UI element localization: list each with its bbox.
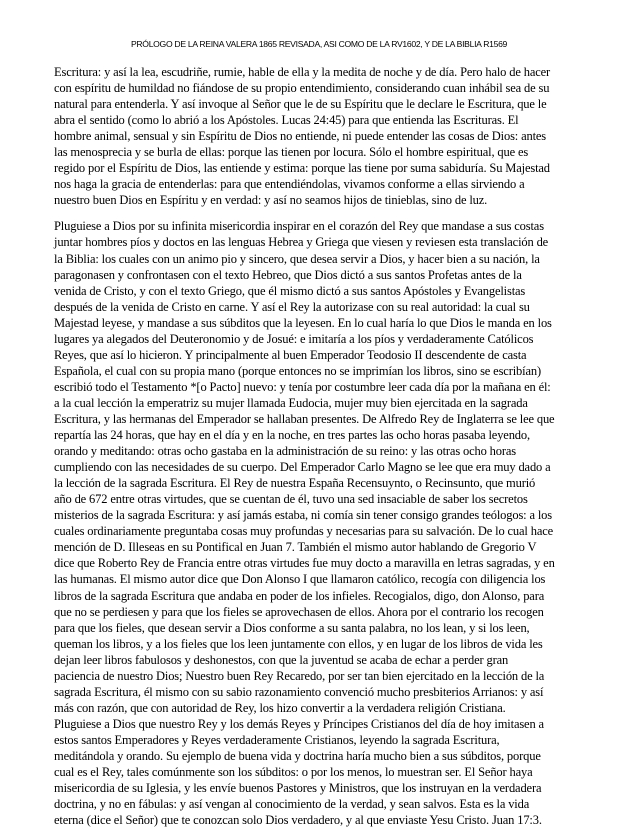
text-line: lugares ya alegados del Deuteronomio y de Josué: e imitaría a los píos y verdaderamente Católicos — [54, 331, 534, 346]
text-line: mención de D. Illeseas en su Pontifical en Juan 7. También el mismo autor hablando de Gregorio V — [54, 540, 537, 555]
running-header: PRÓLOGO DE LA REINA VALERA 1865 REVISADA, ASI COMO DE LA RV1602, Y DE LA BIBLIA R1569 — [130, 39, 508, 49]
text-line: la lección de la sagrada Escritura. El Rey de nuestra España Recensuynto, o Recinsunto, que murió — [54, 476, 536, 491]
paragraph-1 — [54, 64, 590, 208]
text-line: Escritura, y las hermanas del Emperador se hallaban presentes. De Alfredo Rey de Inglaterra se lee que — [54, 411, 555, 426]
text-line: eterna (dice el Señor) que te conozcan solo Dios verdadero, y al que enviaste Yesu Cristo. Juan 17:3. — [54, 813, 542, 828]
text-line: escribió todo el Testamento *[o Pacto] nuevo: y tenía por costumbre leer cada día por la mañana en él: — [54, 379, 551, 394]
text-line: libros de la sagrada Escritura que andaba en poder de los infieles. Recogialos, digo, don Alonso, para — [54, 588, 545, 603]
text-line: doctrina, y no en fábulas: y así vengan al conocimiento de la verdad, y sean salvos. Esta es la vida — [54, 797, 530, 812]
text-line: las menosprecia y se burla de ellas: porque las tienen por locura. Sólo el hombre espiritual, que es — [54, 145, 529, 160]
text-line: orando y meditando: otras ocho gastaba en la administración de su reino: y las otras ocho horas — [54, 444, 517, 459]
text-line: a la cual lección la emperatriz su mujer llamada Eudocia, mujer muy bien ejercitada en la sagrada — [54, 395, 528, 410]
text-line: cual es el Rey, tales comúnmente son los súbditos: o por los menos, lo muestran ser. El Señor haya — [54, 765, 533, 780]
paragraph-2 — [54, 218, 590, 715]
paragraph-3 — [54, 716, 590, 828]
text-line: venida de Cristo, y con el texto Griego, que él mismo dictó a sus santos Apóstoles y Evangelistas — [54, 283, 526, 298]
text-line: después de la venida de Cristo en carne. Y así el Rey la autorizase con su real autoridad: la cual su — [54, 299, 530, 314]
text-line: meditándola y orando. Su ejemplo de buena vida y doctrina haría mucho bien a sus súbditos, porque — [54, 748, 541, 763]
text-line: las humanas. El mismo autor dice que Don Alonso I que llamaron católico, recogía con diligencia los — [54, 572, 546, 587]
text-line: nuestro buen Dios en Espíritu y en verdad: y así no seamos hijos de tinieblas, sino de luz. — [54, 193, 488, 208]
text-line: regido por el Espíritu de Dios, las entiende y estima: porque las tiene por suma sabiduría. Su Majestad — [54, 161, 550, 176]
text-line: nos haga la gracia de entenderlas: para que entendiéndolas, vivamos conforme a ellas sirviendo a — [54, 177, 525, 192]
text-line: queman los libros, y a los fieles que los leen juntamente con ellos, y en lugar de los libros de vida les — [54, 636, 543, 651]
text-line: abra el sentido (como lo abrió a los Apóstoles. Lucas 24:45) para que entienda las Escrituras. El — [54, 113, 519, 128]
text-line: hombre animal, sensual y sin Espíritu de Dios no entiende, ni puede entender las cosas de Dios: antes — [54, 129, 547, 144]
text-line: paciencia de nuestro Dios; Nuestro buen Rey Recaredo, por ser tan bien ejercitado en la lección de la — [54, 668, 545, 683]
text-line: que no se perdiesen y para que los fieles se aprovechasen de ellos. Ahora por el contrario los recogen — [54, 604, 544, 619]
text-line: dice que Roberto Rey de Francia entre otras virtudes fue muy docto a maravilla en letras sagradas, y en — [54, 556, 555, 571]
text-line: Majestad leyese, y mandase a sus súbditos que la leyesen. En lo cual haría lo que Dios le manda en los — [54, 315, 552, 330]
text-line: la Biblia: los cuales con un animo pio y sincero, que desea servir a Dios, y hacer bien a su nación, la — [54, 251, 540, 266]
text-line: estos santos Emperadores y Reyes verdaderamente Cristianos, leyendo la sagrada Escritura, — [54, 732, 500, 747]
text-line: Española, el cual con su propia mano (porque entonces no se imprimían los libros, sino se escribían) — [54, 363, 541, 378]
text-line: más con razón, que con autoridad de Rey, los hizo convertir a la verdadera religión Cristiana. — [54, 700, 506, 715]
text-line: Reyes, que así lo hicieron. Y principalmente al buen Emperador Teodosio II descendente de casta — [54, 347, 527, 362]
text-line: cuales ordinariamente preguntaba cosas muy profundas y necesarias para su salvación. De lo cual hace — [54, 524, 554, 539]
text-line: repartía las 24 horas, que hay en el día y en la noche, en tres partes las ocho horas pasaba leyendo, — [54, 428, 530, 443]
text-line: juntar hombres píos y doctos en las lenguas Hebrea y Griega que viesen y reviesen esta translación de — [54, 235, 549, 250]
text-line: misericordia de su Iglesia, y les envíe buenos Pastores y Ministros, que los instruyan en la verdadera — [54, 781, 542, 796]
text-line: sagrada Escritura, él mismo con su sabio razonamiento convenció mucho presbiterios Arrianos: y así — [54, 684, 544, 699]
text-line: con espíritu de humildad no fiándose de su propio entendimiento, considerando cuan inhábil sea de su — [54, 81, 550, 96]
text-line: natural para entenderla. Y así invoque al Señor que le de su Espíritu que le declare le Escritura, que le — [54, 97, 547, 112]
text-line: misterios de la sagrada Escritura: y así jamás estaba, ni comía sin tener consigo grandes teólogos: a los — [54, 508, 552, 523]
text-line: año de 672 entre otras virtudes, que se cuentan de él, tuvo una sed insaciable de saber los secretos — [54, 492, 528, 507]
text-line: Pluguiese a Dios que nuestro Rey y los demás Reyes y Príncipes Cristianos del día de hoy imitasen a — [54, 716, 544, 731]
text-line: para que los fieles, que desean servir a Dios conforme a su santa palabra, no los lean, y si los leen, — [54, 620, 530, 635]
text-line: Escritura: y así la lea, escudriñe, rumie, hable de ella y la medita de noche y de día. Pero halo de hacer — [54, 65, 551, 79]
body-text — [54, 64, 590, 828]
text-line: Pluguiese a Dios por su infinita misericordia inspirar en el corazón del Rey que mandase a sus costas — [54, 219, 544, 234]
text-line: paragonasen y confrontasen con el texto Hebreo, que Dios dictó a sus santos Profetas antes de la — [54, 267, 522, 282]
text-line: cumpliendo con las necesidades de su cuerpo. Del Emperador Carlo Magno se lee que era muy dado a — [54, 460, 551, 475]
text-line: dejan leer libros fabulosos y deshonestos, con que la juventud se acaba de echar a perder gran — [54, 652, 509, 667]
